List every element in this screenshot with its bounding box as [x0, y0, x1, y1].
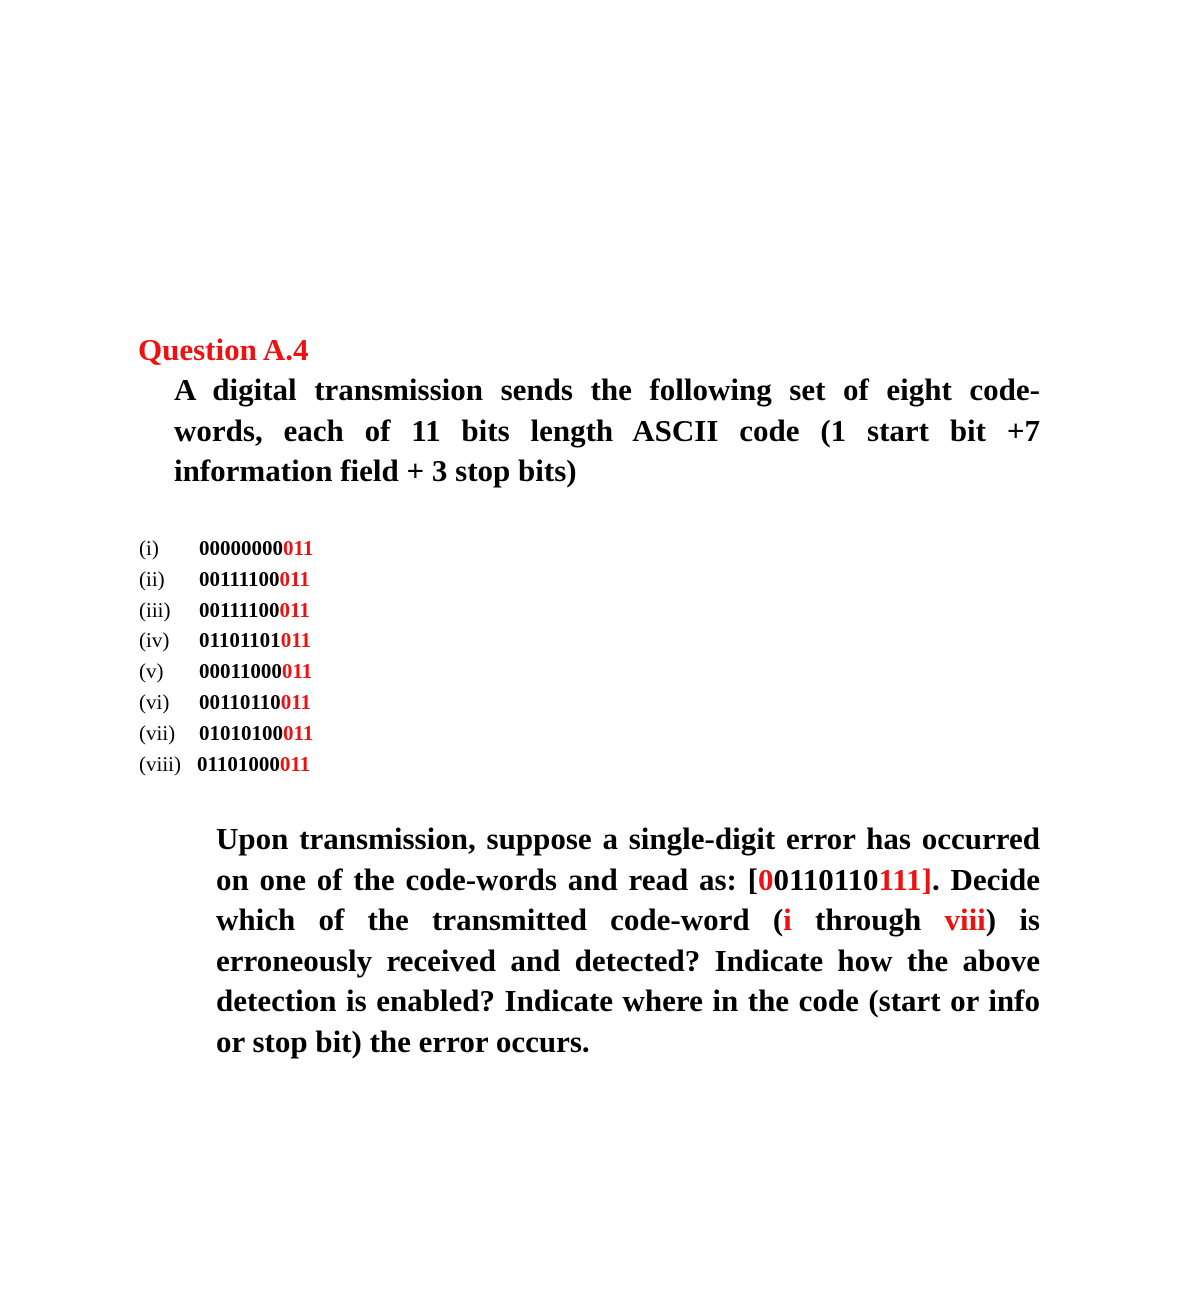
task-text-part2: . Decide which of the transmitted code-word ( — [216, 861, 1040, 937]
codeword-label: (ii) — [139, 566, 165, 591]
codeword-row — [139, 533, 313, 564]
codeword-bits-head: 01010100 — [199, 720, 283, 745]
received-info-bits: 0110110 — [773, 861, 879, 897]
codeword-bits-head: 00111100 — [199, 597, 280, 622]
codeword-row — [139, 595, 313, 626]
question-intro: A digital transmission sends the following set of eight code-words, each of 11 bits length ASCII code (1 start bit +7 information field + 3 stop bits) — [174, 372, 1040, 488]
codeword-bits-tail: 011 — [283, 536, 314, 560]
codeword-label: (v) — [139, 659, 164, 684]
codeword-bits — [199, 564, 310, 595]
codeword-bits — [199, 718, 313, 749]
codeword-row — [139, 749, 313, 780]
codeword-bits-tail: 011 — [280, 628, 312, 653]
received-start-bit: 0 — [757, 861, 774, 897]
received-stop-bits: 111] — [878, 861, 932, 897]
task-paragraph — [216, 819, 1040, 1062]
task-text-part1: Upon transmission, suppose a single-digit error has occurred on one of the code-words and read as: — [216, 821, 1040, 897]
task-text-part3: ) is erroneously received and detected? Indicate how the above detection is enabled? Indicate where in the code (start or info or stop bit) the error occurs. — [216, 902, 1040, 1059]
codeword-label: (vi) — [139, 689, 170, 714]
codeword-bits-tail: 011 — [279, 751, 311, 776]
codeword-bits-tail: 011 — [279, 597, 310, 622]
codeword-bits-head: 00111100 — [199, 566, 280, 591]
question-title: Question A.4 — [138, 332, 309, 367]
codeword-label: (iii) — [139, 597, 171, 622]
codeword-bits — [199, 625, 311, 656]
codeword-label: (i) — [139, 536, 159, 560]
received-open-bracket: [ — [747, 861, 758, 897]
codeword-bits-tail: 011 — [281, 659, 313, 684]
codeword-bits — [199, 595, 310, 626]
codeword-bits-head: 01101000 — [197, 751, 280, 776]
range-through: through — [791, 902, 945, 937]
codeword-label: (iv) — [139, 628, 170, 653]
codeword-bits-head: 00110110 — [199, 689, 281, 714]
codeword-row — [139, 656, 313, 687]
codeword-list — [139, 533, 313, 779]
codeword-bits-tail: 011 — [279, 566, 310, 591]
codeword-bits — [199, 656, 312, 687]
codeword-label: (vii) — [139, 720, 176, 745]
codeword-bits-tail: 011 — [283, 720, 314, 745]
codeword-bits — [199, 687, 311, 718]
codeword-bits-head: 01101101 — [199, 628, 281, 653]
codeword-bits — [199, 533, 313, 564]
codeword-row — [139, 564, 313, 595]
range-end: viii — [944, 902, 986, 937]
codeword-row — [139, 718, 313, 749]
codeword-row — [139, 687, 313, 718]
codeword-row — [139, 625, 313, 656]
range-start: i — [783, 902, 792, 937]
codeword-label: (viii) — [139, 751, 181, 776]
codeword-bits-head: 00011000 — [199, 659, 282, 684]
codeword-bits-head: 00000000 — [199, 536, 283, 560]
codeword-bits — [197, 749, 310, 780]
codeword-bits-tail: 011 — [280, 689, 312, 714]
